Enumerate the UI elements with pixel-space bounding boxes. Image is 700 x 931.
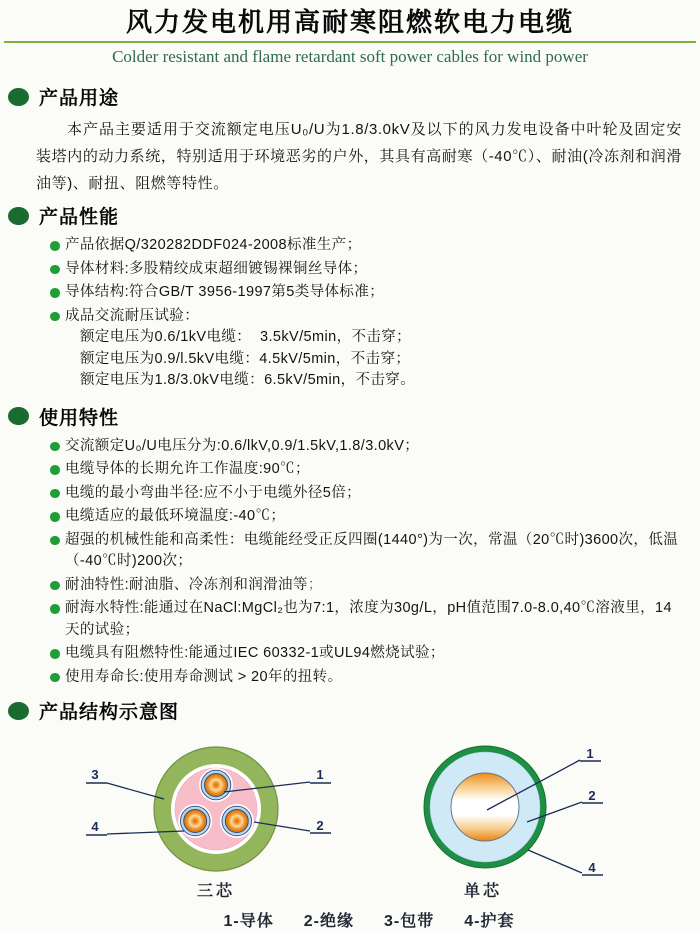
list-item: [50, 530, 686, 573]
conductor-area: [451, 773, 519, 841]
page-title: 风力发电机用高耐寒阻燃软电力电缆: [125, 7, 574, 37]
label-number: 3: [91, 767, 99, 782]
bullet-icon: [50, 604, 60, 614]
section-heading-label: 产品性能: [39, 207, 120, 228]
core: [199, 768, 233, 802]
section-heading-usage: [8, 83, 700, 110]
section-bullet-icon: [8, 207, 29, 225]
bullet-icon: [50, 442, 60, 452]
legend-item: 4-护套: [464, 913, 515, 930]
bullet-icon: [50, 241, 60, 251]
usage-paragraph: 本产品主要适用于交流额定电压U₀/U为1.8/3.0kV及以下的风力发电设备中叶轮及固定安装塔内的动力系统，特别适用于环境恶劣的户外，其具有高耐寒（-40℃）、耐油(冷冻剂和润滑油等)、耐扭、阻燃等特性。: [36, 121, 682, 192]
list-item-text: 电缆的最小弯曲半径:应不小于电缆外径5倍；: [65, 484, 361, 501]
section-bullet-icon: [8, 407, 29, 425]
list-item-text: 电缆适应的最低环境温度:-40℃；: [65, 508, 286, 524]
bullet-icon: [50, 536, 60, 546]
label-line: [107, 783, 164, 799]
list-item: [50, 575, 686, 597]
section-heading-features: [8, 403, 700, 430]
section-heading-label: 使用特性: [39, 407, 120, 429]
section-heading-label: 产品结构示意图: [39, 702, 180, 723]
list-item-text: 产品依据Q/320282DDF024-2008标准生产；: [65, 237, 362, 253]
section-heading-performance: [8, 202, 700, 229]
section-heading-structure: [8, 697, 700, 724]
list-item: [50, 506, 686, 528]
features-list: [50, 436, 686, 689]
label-line: [528, 850, 582, 873]
list-item: [50, 306, 686, 392]
bullet-icon: [50, 288, 60, 298]
page-subtitle-en: Colder resistant and flame retardant soft power cables for wind power: [112, 47, 588, 66]
sub-item: 额定电压为1.8/3.0kV电缆：6.5kV/5min，不击穿。: [80, 372, 416, 388]
bullet-icon: [50, 649, 60, 659]
section-bullet-icon: [8, 702, 29, 720]
list-item-text: 导体材料:多股精绞成束超细镀锡裸铜丝导体；: [65, 260, 368, 277]
list-item-text: 耐海水特性:能通过在NaCl:MgCl₂也为7:1，浓度为30g/L，pH值范围7.0-8.0,40℃溶液里，14天的试验；: [65, 600, 672, 638]
sub-item: 额定电压为0.6/1kV电缆： 3.5kV/5min，不击穿；: [80, 329, 412, 345]
list-item-text: 耐油特性:耐油脂、冷冻剂和润滑油等: [65, 576, 308, 593]
legend-item: 3-包带: [384, 913, 435, 930]
cable-cross-section-figure: [0, 730, 700, 906]
label-number: 1: [316, 767, 324, 782]
three-core-caption: 三芯: [196, 883, 236, 900]
legend-item: 2-绝缘: [303, 913, 354, 930]
three-core-diagram: [86, 747, 331, 900]
list-item: [50, 667, 686, 689]
list-item: [50, 235, 686, 257]
label-number: 2: [316, 818, 324, 833]
label-number: 4: [588, 860, 596, 875]
bullet-icon: [50, 581, 60, 591]
bullet-icon: [50, 465, 60, 475]
bullet-icon: [50, 673, 60, 683]
sub-item: 额定电压为0.9/l.5kV电缆：4.5kV/5min，不击穿；: [80, 350, 411, 367]
voltage-test-sublist: [65, 327, 686, 392]
title-divider: [4, 41, 696, 43]
core: [178, 804, 212, 838]
list-item: [50, 483, 686, 505]
bullet-icon: [50, 312, 60, 322]
bullet-icon: [50, 512, 60, 522]
list-item: [50, 459, 686, 481]
list-item: [50, 282, 686, 304]
bullet-icon: [50, 489, 60, 499]
list-item-text: 交流额定U₀/U电压分为:0.6/lkV,0.9/1.5kV,1.8/3.0kV；: [65, 437, 420, 454]
label-number: 4: [91, 819, 99, 834]
list-item-text: 电缆具有阻燃特性:能通过IEC 60332-1或UL94燃烧试验；: [65, 645, 445, 661]
list-item-text: 使用寿命长:使用寿命测试 > 20年的扭转。: [65, 668, 343, 685]
diagram-legend: [0, 908, 700, 931]
single-core-caption: 单芯: [463, 883, 503, 900]
core: [220, 804, 254, 838]
label-number: 1: [586, 746, 594, 761]
label-number: 2: [588, 788, 596, 803]
section-heading-label: 产品用途: [39, 88, 120, 109]
structure-diagrams: [0, 730, 700, 931]
legend-item: 1-导体: [223, 913, 274, 930]
list-item-text: 导体结构:符合GB/T 3956-1997第5类导体标准；: [65, 284, 385, 300]
list-item: [50, 598, 686, 641]
performance-list: [50, 235, 686, 392]
list-item: [50, 259, 686, 281]
list-item-text: 电缆导体的长期允许工作温度:90℃；: [65, 461, 310, 477]
oil-item-suffix: ；: [307, 576, 323, 593]
list-item: [50, 643, 686, 665]
list-item: [50, 436, 686, 458]
bullet-icon: [50, 265, 60, 275]
list-item-text: 超强的机械性能和高柔性：电缆能经受正反四圈(1440°)为一次，常温（20℃时)3600次，低温（-40℃时)200次；: [65, 531, 679, 569]
section-bullet-icon: [8, 88, 29, 106]
list-item-text: 成品交流耐压试验：: [65, 307, 200, 324]
